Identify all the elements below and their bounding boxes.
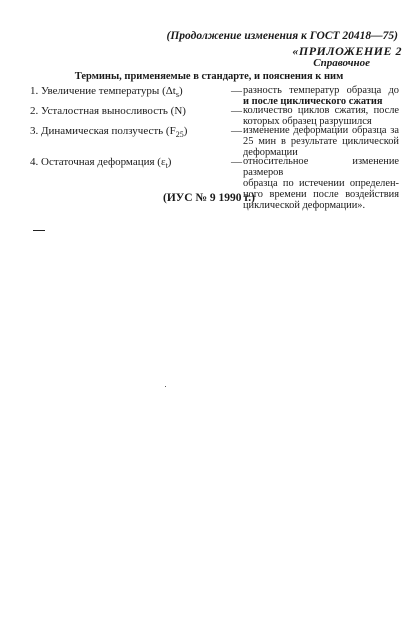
section-heading: Термины, применяемые в стандарте, и пояснения к ним: [74, 71, 344, 82]
term-label: 4. Остаточная деформация $(\varepsilon_t)$: [30, 156, 172, 171]
term-explanation: [243, 85, 399, 107]
explanation-line: относительное изменение размеров: [243, 156, 399, 178]
term-dash: —: [231, 125, 242, 137]
explanation-line: которых образец разрушился: [243, 116, 372, 127]
explanation-line: и после циклического сжатия: [243, 96, 383, 107]
separator-rule: [33, 230, 45, 231]
term-label: 1. Увеличение температуры $(\Delta t_s)$: [30, 85, 183, 100]
continuation-note: (Продолжение изменения к ГОСТ 20418—75): [166, 30, 398, 42]
explanation-line: циклической деформации».: [243, 200, 366, 211]
term-dash: —: [231, 156, 242, 168]
term-label: 2. Усталостная выносливость (N): [30, 105, 186, 117]
appendix-subtitle: Справочное: [313, 57, 370, 69]
explanation-line: изменение деформации образца за: [243, 125, 399, 136]
appendix-title: «ПРИЛОЖЕНИЕ 2: [292, 44, 402, 58]
explanation-line: разность температур образца до: [243, 85, 399, 96]
term-explanation: [243, 125, 399, 158]
term-dash: —: [231, 85, 242, 97]
explanation-line: количество циклов сжатия, после: [243, 105, 399, 116]
term-explanation: [243, 105, 399, 127]
term-label: 3. Динамическая ползучесть $(F_{25})$: [30, 125, 188, 140]
scan-speck: [165, 386, 166, 387]
term-dash: —: [231, 105, 242, 117]
explanation-line: 25 мин в результате циклической: [243, 136, 399, 147]
reference-note: (ИУС № 9 1990 г.): [163, 192, 255, 204]
explanation-line: образца по истечении определен-: [243, 178, 399, 189]
explanation-line: ного времени после воздействия: [243, 189, 399, 200]
explanation-line: деформации: [243, 147, 298, 158]
